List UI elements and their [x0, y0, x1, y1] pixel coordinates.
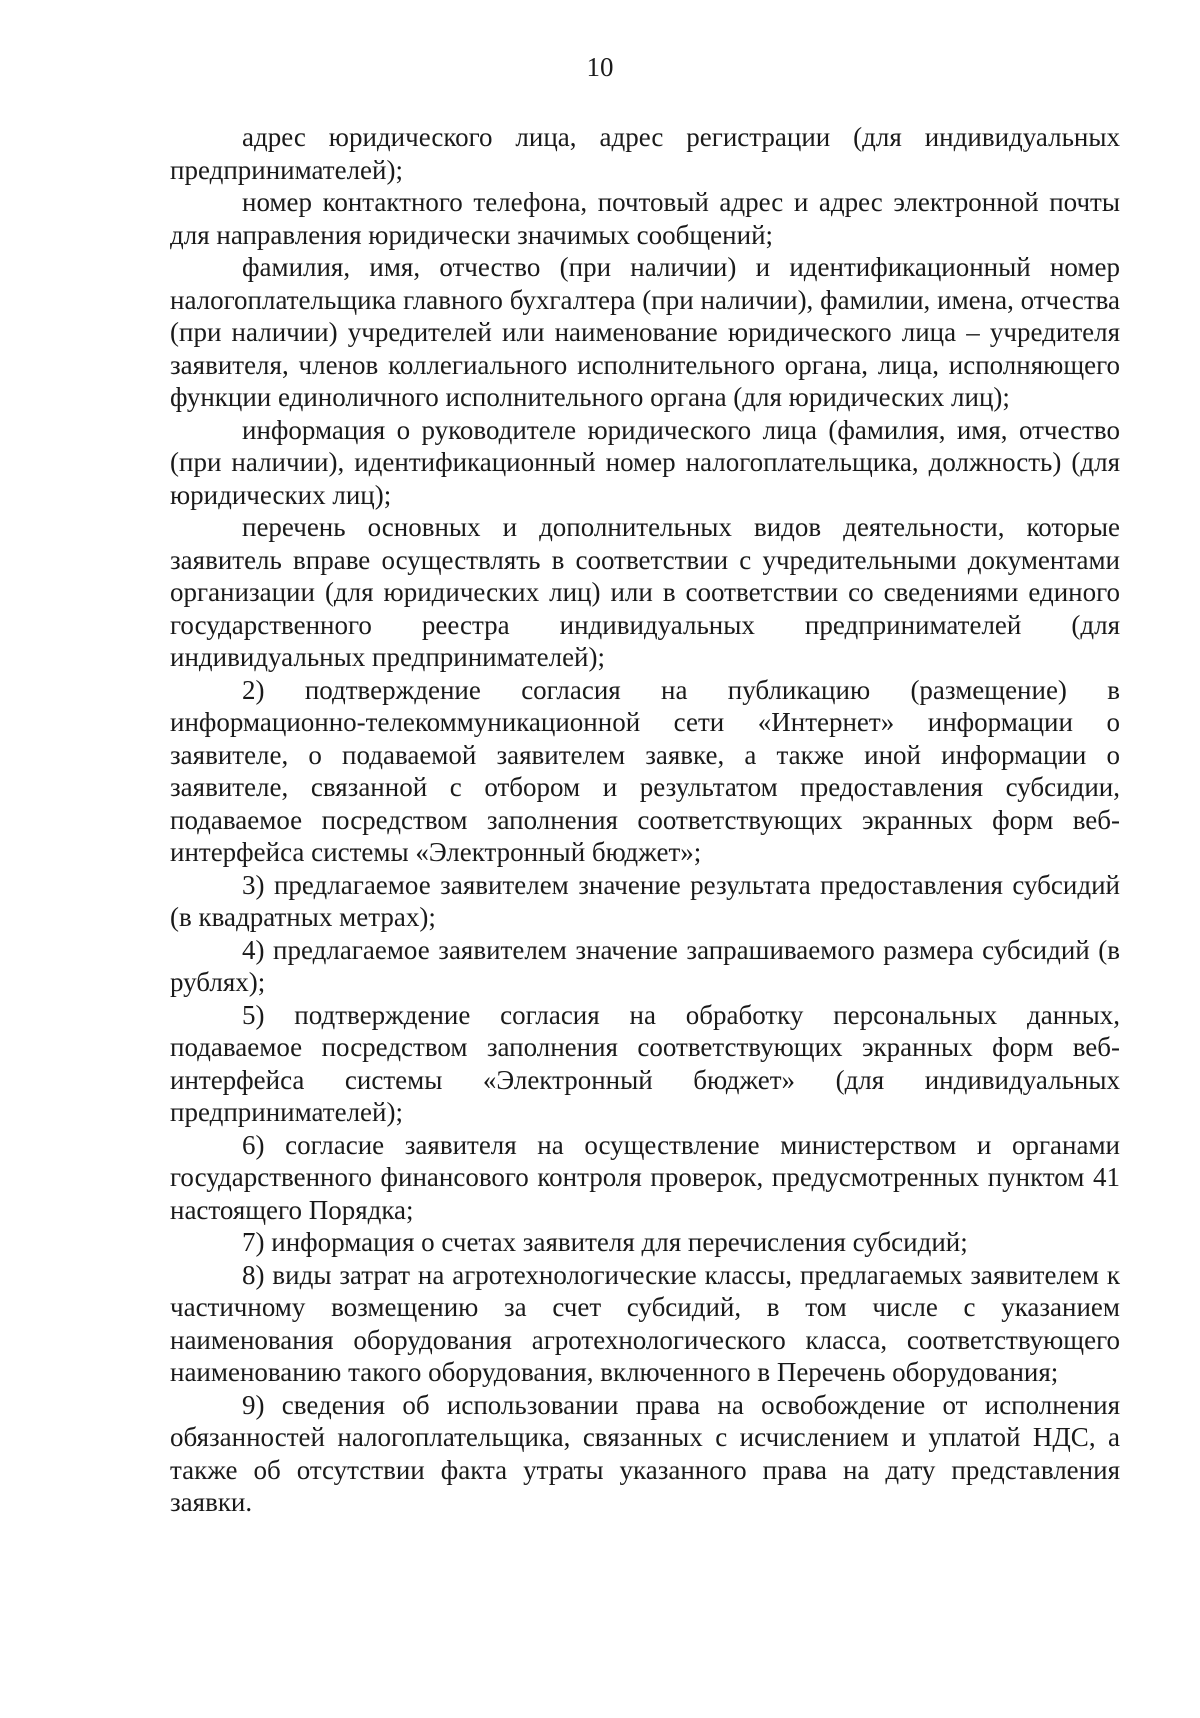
paragraph: 2) подтверждение согласия на публикацию (размещение) в информационно-телекоммуникационной сети «Интернет» информации о заявителе, о подаваемой заявителем заявке, а также иной информации о заявителе, связанной с отбором и результатом предоставления субсидии, подаваемое посредством заполнения соответствующих экранных форм веб-интерфейса системы «Электронный бюджет»; [170, 674, 1120, 867]
paragraph: перечень основных и дополнительных видов деятельности, которые заявитель вправе осуществлять в соответствии с учредительными документами организации (для юридических лиц) или в соответствии со сведениями единого государственного реестра индивидуальных предпринимателей (для индивидуальных предпринимателей); [170, 512, 1120, 672]
paragraph: 7) информация о счетах заявителя для перечисления субсидий; [242, 1227, 968, 1257]
document-body [170, 121, 1120, 1519]
paragraph: 5) подтверждение согласия на обработку персональных данных, подаваемое посредством заполнения соответствующих экранных форм веб-интерфейса системы «Электронный бюджет» (для индивидуальных предпринимателей); [170, 999, 1120, 1127]
paragraph: 6) согласие заявителя на осуществление министерством и органами государственного финансового контроля проверок, предусмотренных пунктом 41 настоящего Порядка; [170, 1129, 1120, 1225]
paragraph: адрес юридического лица, адрес регистрации (для индивидуальных предпринимателей); [170, 122, 1120, 185]
paragraph: 3) предлагаемое заявителем значение результата предоставления субсидий (в квадратных метрах); [170, 869, 1120, 932]
paragraph: 8) виды затрат на агротехнологические классы, предлагаемых заявителем к частичному возмещению за счет субсидий, в том числе с указанием наименования оборудования агротехнологического класса, соответствующего наименованию такого оборудования, включенного в Перечень оборудования; [170, 1259, 1120, 1387]
page-number: 10 [586, 52, 614, 82]
paragraph: номер контактного телефона, почтовый адрес и адрес электронной почты для направления юридически значимых сообщений; [170, 187, 1120, 250]
paragraph: информация о руководителе юридического лица (фамилия, имя, отчество (при наличии), идентификационный номер налогоплательщика, должность) (для юридических лиц); [170, 414, 1120, 510]
paragraph: 9) сведения об использовании права на освобождение от исполнения обязанностей налогоплательщика, связанных с исчислением и уплатой НДС, а также об отсутствии факта утраты указанного права на дату представления заявки. [170, 1389, 1120, 1517]
paragraph: 4) предлагаемое заявителем значение запрашиваемого размера субсидий (в рублях); [170, 934, 1120, 997]
paragraph: фамилия, имя, отчество (при наличии) и идентификационный номер налогоплательщика главного бухгалтера (при наличии), фамилии, имена, отчества (при наличии) учредителей или наименование юридического лица – учредителя заявителя, членов коллегиального исполнительного органа, лица, исполняющего функции единоличного исполнительного органа (для юридических лиц); [170, 252, 1120, 412]
